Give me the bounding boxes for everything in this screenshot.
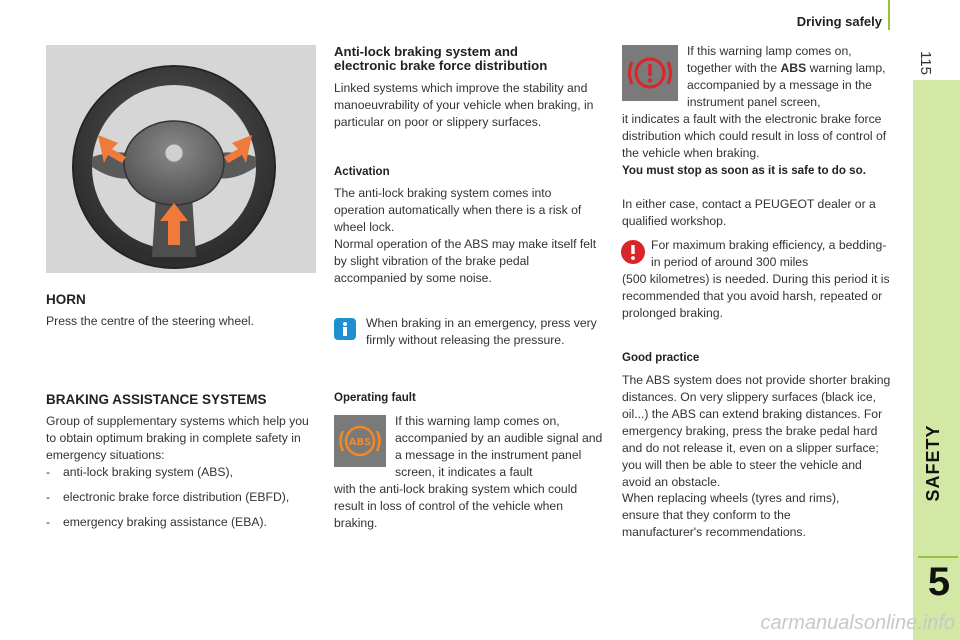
- list-item: - emergency braking assistance (EBA).: [46, 515, 267, 529]
- operating-fault-heading: Operating fault: [334, 392, 416, 404]
- braking-assistance-intro: Group of supplementary systems which help you to obtain optimum braking in complete safety in emergency situations:: [46, 414, 309, 462]
- braking-assistance-heading: BRAKING ASSISTANCE SYSTEMS: [46, 392, 267, 407]
- abs-lamp-label: ABS: [348, 437, 372, 448]
- abs-intro: Linked systems which improve the stability and manoeuvrability of your vehicle when braking, in particular on poor or slippery surfaces.: [334, 81, 594, 129]
- contact-dealer-text: In either case, contact a PEUGEOT dealer or a qualified workshop.: [622, 197, 876, 228]
- header-divider: [888, 0, 890, 30]
- fault-text: If this warning lamp comes on, accompanied by an audible signal and a message in the instrument panel screen, it indicates a fault: [395, 414, 603, 479]
- steering-wheel-illustration: [46, 45, 316, 273]
- brake-warning-lamp: [622, 45, 678, 101]
- braking-systems-list: [46, 464, 318, 531]
- abs-heading: Anti-lock braking system and electronic brake force distribution: [334, 44, 548, 73]
- chapter-title: SAFETY: [922, 424, 943, 502]
- horn-text: Press the centre of the steering wheel.: [46, 314, 254, 328]
- activation-heading: Activation: [334, 166, 390, 178]
- good-practice-text: The ABS system does not provide shorter braking distances. On very slippery surfaces (black ice, oil...) the ABS can extend braking distances. For emergency braking, press the brake pedal hard and do not release it, even on a slipper surface; you will then be able to steer the vehicle and avoid an obstacle.: [622, 373, 891, 489]
- chapter-divider: [918, 556, 958, 558]
- good-practice-heading: Good practice: [622, 352, 700, 364]
- page-number: 115: [917, 51, 935, 75]
- steering-wheel-icon: [46, 45, 316, 273]
- section-title: Driving safely: [796, 14, 882, 29]
- stop-warning: You must stop as soon as it is safe to do so.: [622, 164, 866, 177]
- bedding-in-text-rest: (500 kilometres) is needed. During this period it is recommended that you avoid harsh, repeated or prolonged braking.: [622, 272, 890, 320]
- brake-warning-text: If this warning lamp comes on, together with the ABS warning lamp, accompanied by a message in the instrument panel screen,: [687, 44, 886, 109]
- list-item: - anti-lock braking system (ABS),: [46, 465, 234, 479]
- chapter-number: 5: [927, 560, 951, 604]
- list-item: - electronic brake force distribution (EBFD),: [46, 490, 290, 504]
- activation-text-2: Normal operation of the ABS may make itself felt by slight vibration of the brake pedal accompanied by some noise.: [334, 237, 597, 285]
- warning-icon: [621, 240, 645, 264]
- info-note: When braking in an emergency, press very firmly without releasing the pressure.: [366, 316, 597, 347]
- watermark: carmanualsonline.info: [760, 612, 955, 634]
- fault-text-rest: with the anti-lock braking system which could result in loss of control of the vehicle when braking.: [334, 482, 578, 530]
- brake-warning-text-rest: it indicates a fault with the electronic brake force distribution which could result in loss of control of the vehicle when braking.: [622, 112, 887, 160]
- good-practice-text-2: When replacing wheels (tyres and rims), ensure that they conform to the manufacturer's recommendations.: [622, 491, 840, 539]
- info-icon: [334, 318, 356, 340]
- bedding-in-text: For maximum braking efficiency, a bedding-in period of around 300 miles: [651, 238, 887, 269]
- horn-heading: HORN: [46, 292, 86, 307]
- activation-text: The anti-lock braking system comes into operation automatically when there is a risk of wheel lock.: [334, 186, 582, 234]
- abs-warning-lamp: [334, 415, 386, 467]
